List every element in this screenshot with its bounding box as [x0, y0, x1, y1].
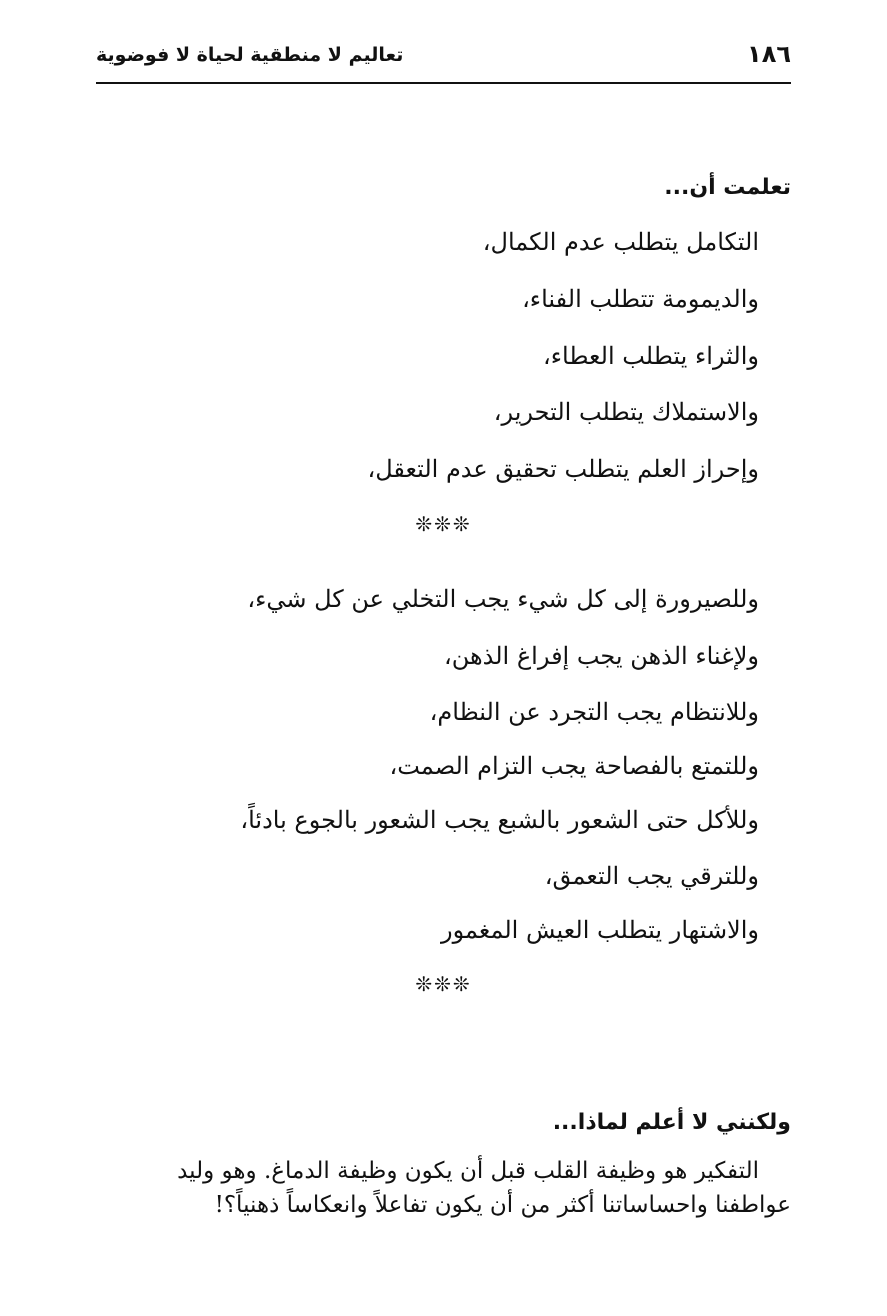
- verse-line: التكامل يتطلب عدم الكمال،: [482, 228, 759, 256]
- verse-line: ولإغناء الذهن يجب إفراغ الذهن،: [443, 642, 759, 670]
- section-separator: ❊❊❊: [415, 512, 472, 536]
- paragraph-line: التفكير هو وظيفة القلب قبل أن يكون وظيفة الدماغ. وهو وليد: [177, 1158, 759, 1184]
- paragraph-line: عواطفنا واحساساتنا أكثر من أن يكون تفاعلاً وانعكاساً ذهنياً؟!: [214, 1192, 791, 1218]
- verse-line: وللأكل حتى الشعور بالشبع يجب الشعور بالجوع بادئاً،: [240, 806, 759, 834]
- section1-heading: تعلمت أن...: [664, 175, 791, 200]
- section3-heading: ولكنني لا أعلم لماذا...: [552, 1110, 791, 1135]
- section-separator: ❊❊❊: [415, 972, 472, 996]
- page-number: ١٨٦: [747, 40, 791, 68]
- verse-line: وللانتظام يجب التجرد عن النظام،: [429, 698, 759, 726]
- verse-line: وللتمتع بالفصاحة يجب التزام الصمت،: [389, 752, 759, 780]
- verse-line: وللصيرورة إلى كل شيء يجب التخلي عن كل شيء،: [247, 585, 759, 613]
- verse-line: وإحراز العلم يتطلب تحقيق عدم التعقل،: [367, 455, 759, 483]
- book-title: تعاليم لا منطقية لحياة لا فوضوية: [96, 44, 404, 66]
- verse-line: والديمومة تتطلب الفناء،: [522, 285, 759, 313]
- page-header: [96, 40, 791, 84]
- verse-line: وللترقي يجب التعمق،: [544, 862, 759, 890]
- verse-line: والثراء يتطلب العطاء،: [543, 342, 759, 370]
- closing-paragraph: [96, 1158, 791, 1218]
- verse-line: والاشتهار يتطلب العيش المغمور: [441, 916, 759, 944]
- verse-line: والاستملاك يتطلب التحرير،: [493, 398, 759, 426]
